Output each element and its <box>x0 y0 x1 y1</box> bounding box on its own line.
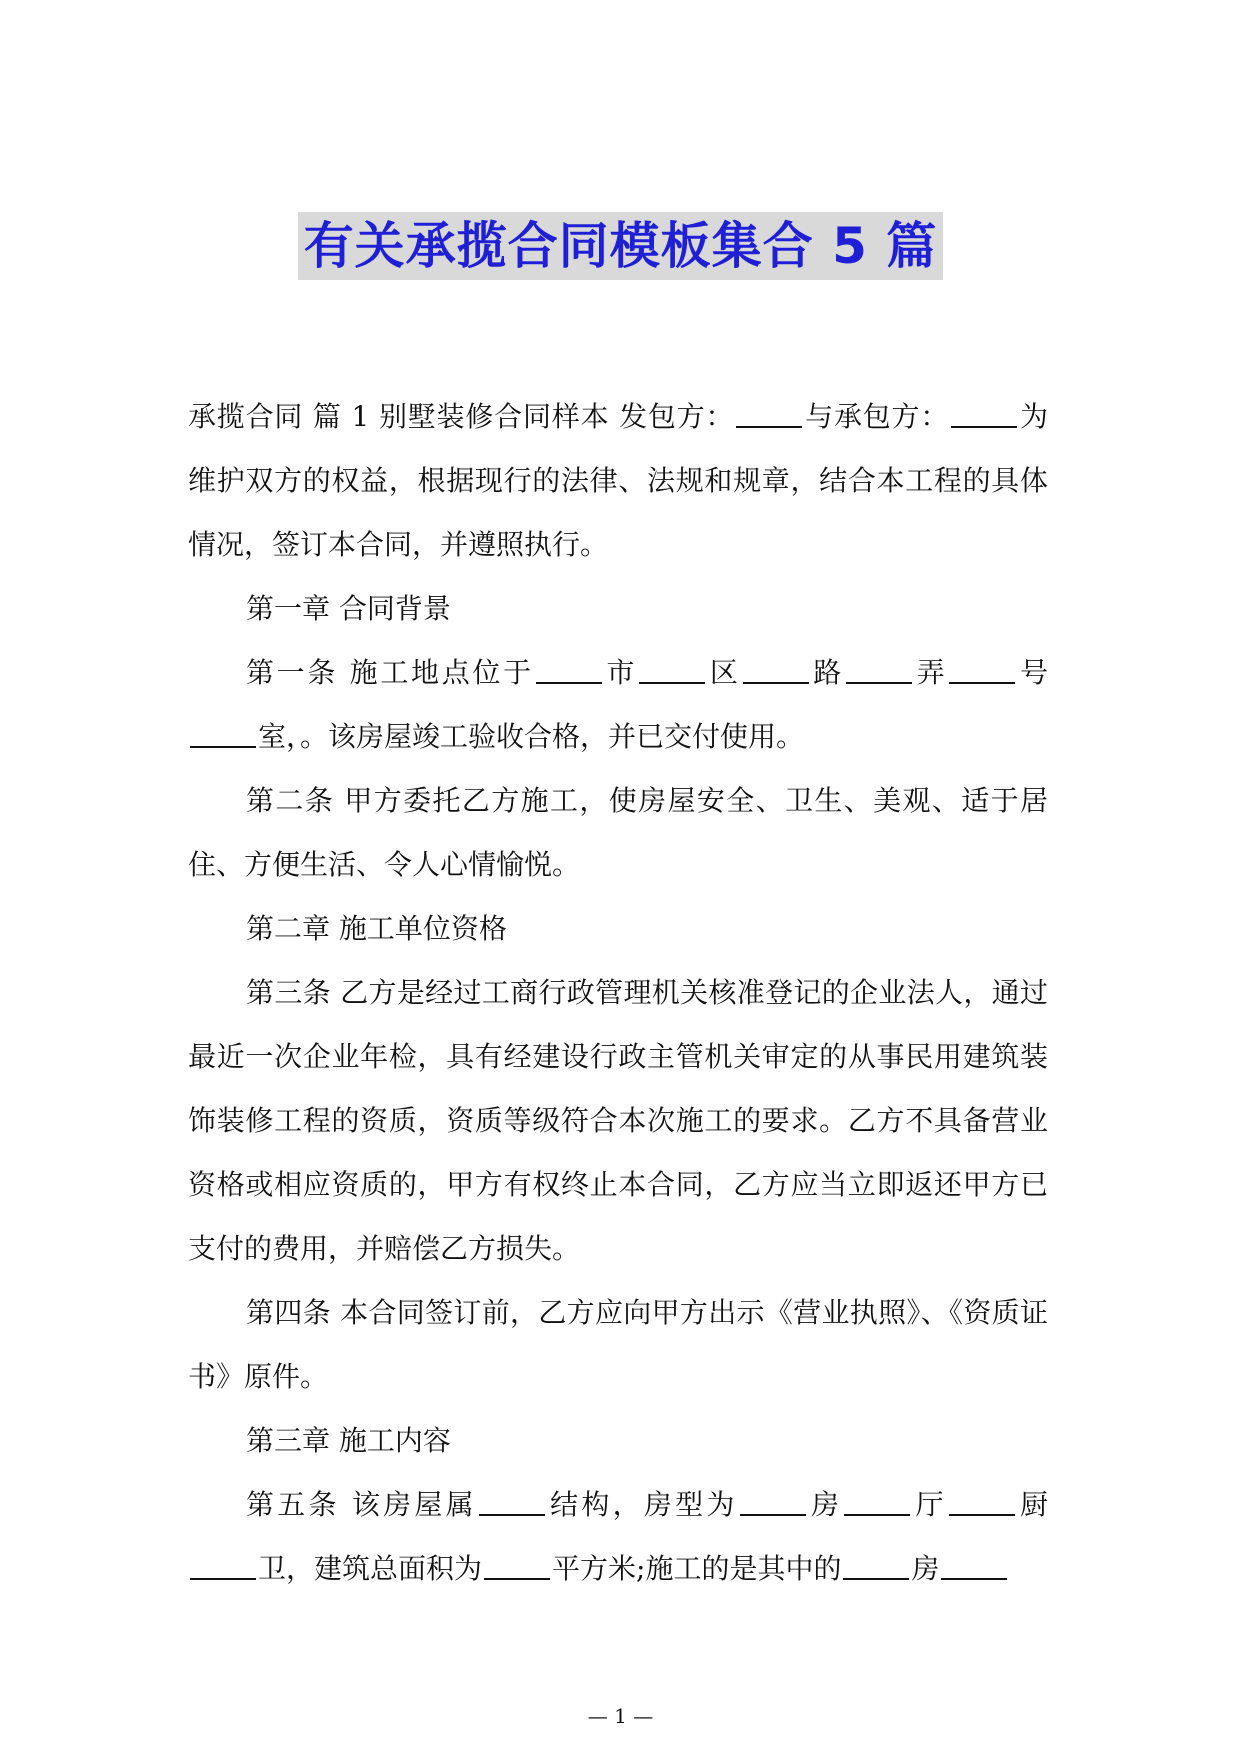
blank-field <box>846 656 912 684</box>
chapter-2-heading: 第二章 施工单位资格 <box>246 912 507 945</box>
page-number: — 1 — <box>587 1704 654 1728</box>
blank-field <box>843 1552 909 1580</box>
art1-room: 室，。该房屋竣工验收合格，并已交付使用。 <box>258 720 805 753</box>
intro-text-b: 与承包方： <box>804 400 950 433</box>
blank-field <box>536 656 602 684</box>
intro-text-a: 承揽合同 篇 1 别墅装修合同样本 发包方： <box>188 400 735 433</box>
intro-text-c: 为维护双方的权益，根据现行的法律、法规和规章，结合本工程的具体情况，签订本合同，并遵照执行。 <box>188 400 1048 561</box>
title-container <box>0 212 1241 280</box>
art1-text: 第一条 施工地点位于 <box>246 656 534 689</box>
blank-field <box>941 1552 1007 1580</box>
blank-field <box>740 1488 806 1516</box>
article-4: 第四条 本合同签订前，乙方应向甲方出示《营业执照》、《资质证书》原件。 <box>188 1296 1048 1393</box>
document-body <box>188 385 1048 1601</box>
art1-number: 号 <box>1017 656 1048 689</box>
art1-district: 区 <box>707 656 741 689</box>
art1-road: 路 <box>810 656 844 689</box>
blank-field <box>639 656 705 684</box>
article-1 <box>188 641 1048 769</box>
blank-field <box>844 1488 910 1516</box>
art5-bath: 卫，建筑总面积为 <box>258 1552 483 1585</box>
article-5 <box>188 1473 1048 1601</box>
blank-field <box>951 400 1017 428</box>
art5-room: 房 <box>807 1488 843 1521</box>
art5-area: 平方米;施工的是其中的 <box>552 1552 842 1585</box>
intro-paragraph <box>188 385 1048 577</box>
blank-field <box>190 720 256 748</box>
art1-lane: 弄 <box>913 656 948 689</box>
blank-field <box>484 1552 550 1580</box>
article-2: 第二条 甲方委托乙方施工，使房屋安全、卫生、美观、适于居住、方便生活、令人心情愉悦。 <box>188 784 1048 881</box>
art5-hall: 厅 <box>912 1488 947 1521</box>
blank-field <box>949 656 1015 684</box>
document-title: 有关承揽合同模板集合 5 篇 <box>298 212 944 280</box>
blank-field <box>949 1488 1015 1516</box>
blank-field <box>736 400 802 428</box>
art5-kitchen: 厨 <box>1016 1488 1048 1521</box>
art1-city: 市 <box>603 656 638 689</box>
blank-field <box>190 1552 256 1580</box>
article-3: 第三条 乙方是经过工商行政管理机关核准登记的企业法人，通过最近一次企业年检，具有经建设行政主管机关审定的从事民用建筑装饰装修工程的资质，资质等级符合本次施工的要求。乙方不具备营业资格或相应资质的，甲方有权终止本合同，乙方应当立即返还甲方已支付的费用，并赔偿乙方损失。 <box>188 976 1048 1265</box>
art5-structure: 结构，房型为 <box>546 1488 738 1521</box>
art5-text: 第五条 该房屋属 <box>246 1488 477 1521</box>
chapter-1-heading: 第一章 合同背景 <box>246 592 451 625</box>
chapter-3-heading: 第三章 施工内容 <box>246 1424 451 1457</box>
blank-field <box>479 1488 545 1516</box>
blank-field <box>743 656 809 684</box>
art5-rooms: 房 <box>911 1552 940 1585</box>
